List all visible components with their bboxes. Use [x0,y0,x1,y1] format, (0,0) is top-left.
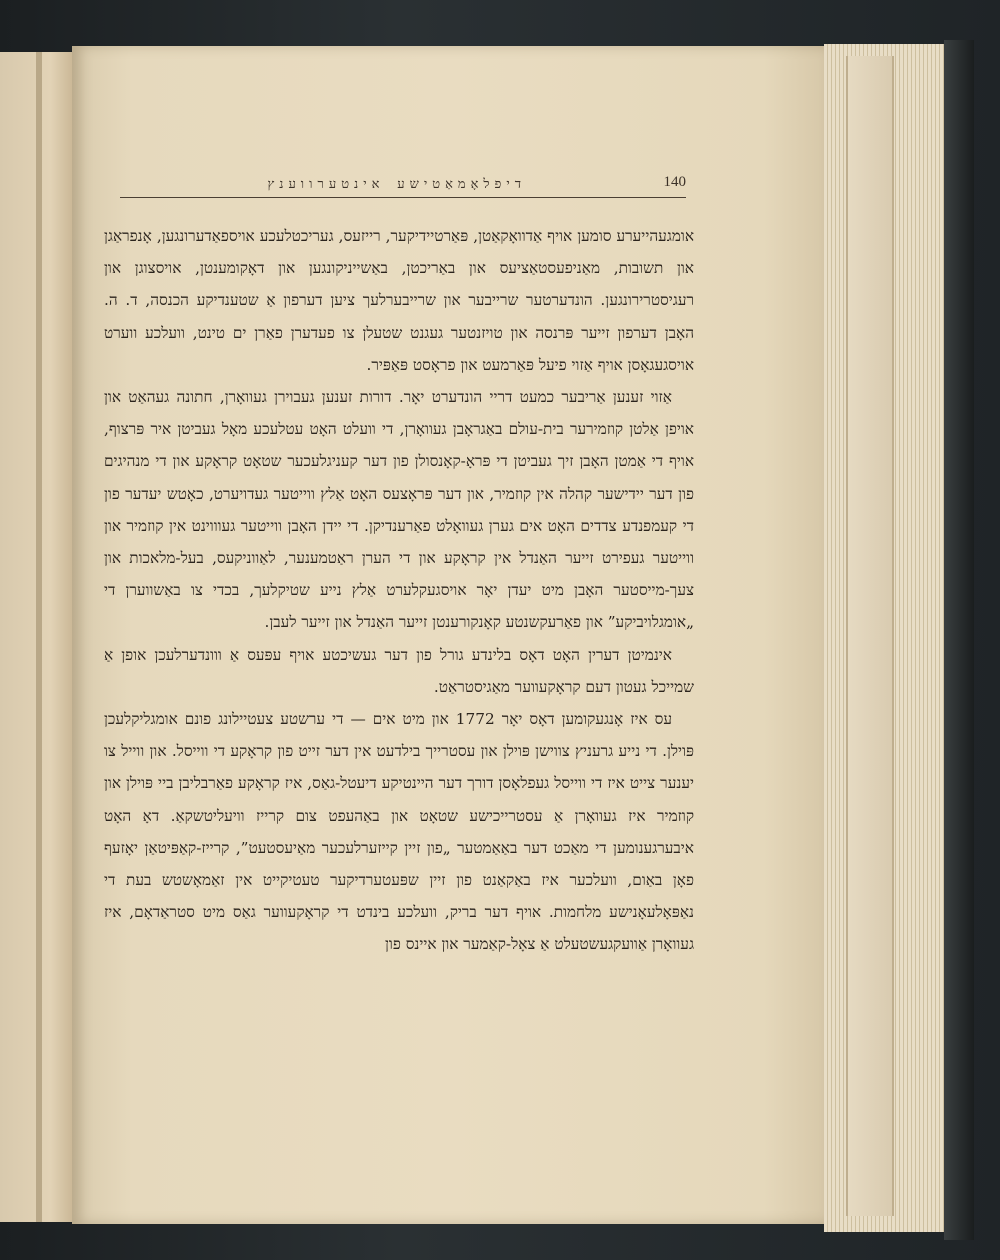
page-header [120,168,686,204]
page-stack-inner [846,56,894,1216]
paragraph-3: אינמיטן דערין האָט דאָס בלינדע גורל פון דער געשיכטע אויף עפּעס אַ ווונדערלעכן אופן אַ שמייכל געטון דעם קראָקעווער מאַגיסטראַט. [104,645,694,696]
paragraph-4: עס איז אָנגעקומען דאָס יאָר 1772 און מיט אים — די ערשטע צעטיילונג פונם אומגליקלעכן פּוילן. די נייע גרעניץ צווישן פּוילן און עסטרייך בילדעט אין דער זייט פון קראָקע די ווייסל. און ווייל צו יענער צייט איז די ווייסל געפלאָסן דורך דער היינטיקע דיעטל-גאַס, איז קראָקע פאַרבליבן ביי פּוילן און קוזמיר איז געוואָרן אַ עסטרייכישע שטאָט און באַהעפט צום קרייז וויעליטשקאַ. דאָ האָט איבערגענומען די מאַכט דער באַאַמטער „פון זיין קייזערלעכער מאַיעסטעט”, קרייז-קאַפּיטאַן יאָזעף פאָן באַום, וועלכער איז באַקאַנט פון זיין שפּעטערדיקער טעטיקייט אין זאַמאָשטש בעת די נאַפּאָלעאָנישע מלחמות. אויף דער בריק, וועלכע בינדט די קראָקעווער גאַס מיט סטראַדאָם, איז געוואָרן אַוועקגעשטעלט אַ צאָל-קאַמער און איינס פון [104,710,695,954]
page-body [104,220,694,961]
header-rule [120,197,686,198]
book-spine-shadow [944,40,974,1240]
left-page-gutter [36,52,42,1222]
page-number: 140 [663,174,686,190]
running-header: דיפלאָמאַטישע אינטערווענץ [267,177,526,192]
paragraph-1: אומגעהייערע סומען אויף אַדוואָקאַטן, פּאַרטיידיקער, רייזעס, געריכטלעכע אויספאַדערונגען, אָנפראַגן און תשובות, מאַניפעסטאַציעס און באַריכטן, באַשייניקונגען און דאָקומענטן, אויסצוגן און רעגיסטרירונגען. הונדערטער שרייבער און שרייבערלעך ציען דערפון אַ שטענדיקע הכנסה, ד. ה. האָבן דערפון זייער פּרנסה און טויזנטער געגנט שטעלן צו פעדערן פאַרן ים טינט, וועלכע ווערט אויסגעגאָסן אויף אַזוי פיעל פּאַרמעט און פראָסט פּאַפּיר. [104,227,694,374]
paragraph-2: אַזוי זענען אַריבער כמעט דריי הונדערט יאָר. דורות זענען געבוירן געוואָרן, חתונה געהאַט און אויפן אַלטן קוזמירער בית-עולם באַגראָבן געוואָרן, די וועלט האָט עטלעכע מאָל געביטן איר פּרצוף, אויף די אַמטן האָבן זיך געביטן די פּראָ-קאָנסולן פון דער קעניגלעכער שטאָט קראָקע און די מנהיגים פון דער יידישער קהלה אין קוזמיר, און דער פּראָצעס האָט אַלץ ווייטער געדויערט, כאָטש יעדער פון די קעמפנדע צדדים האָט אים גערן געוואָלט פאַרענדיקן. די יידן האָבן ווייטער געוווינט אין קוזמיר און ווייטער געפירט זייער האַנדל אין קראָקע און די הערן ראַטמענער, לאַווניקעס, בעל-מלאכות און צעך-מייסטער האָבן מיט יעדן יאָר אויסגעקלערט אַלץ נייע שטיקלעך, בכדי צו באַשווערן די „אומגלויביקע” און פאַרעקשנטע קאָנקורענטן זייער האַנדל און זייער לעבן. [104,388,694,632]
